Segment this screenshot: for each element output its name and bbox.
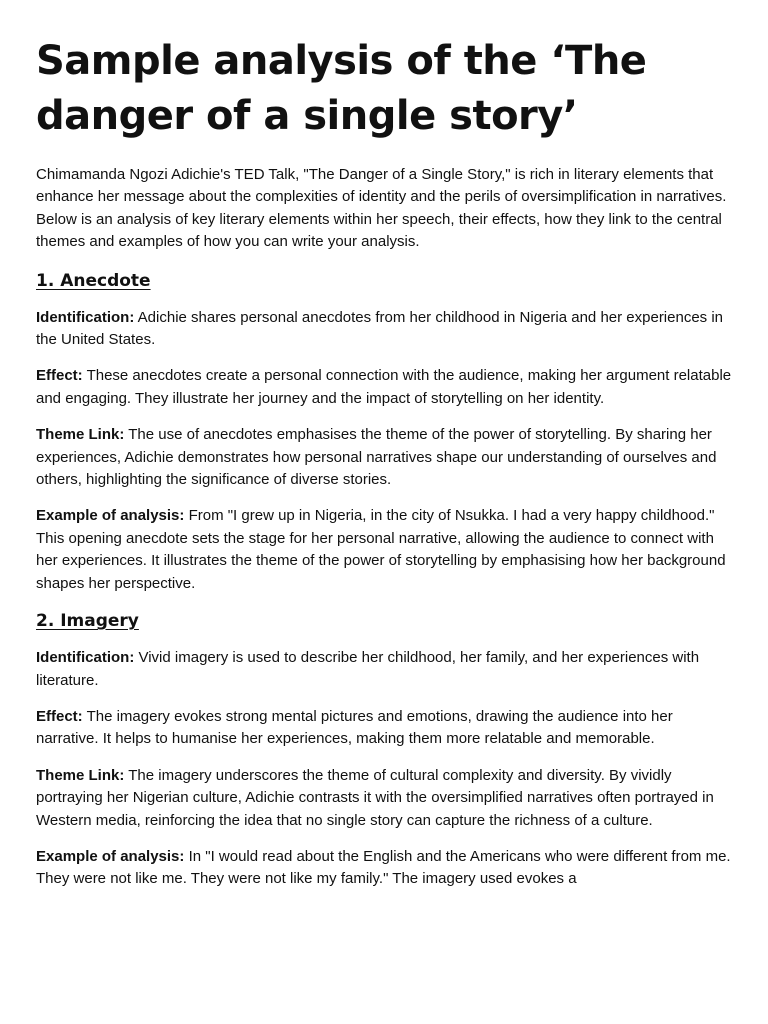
example-label: Example of analysis: [36, 507, 185, 525]
effect-label: Effect: [36, 707, 83, 725]
example-text: From "I grew up in Nigeria, in the city of Nsukka. I had a very happy childhood." This opening anecdote sets the stage for her personal narrative, allowing the audience to connect with her experiences. It illustrates the theme of the power of storytelling by emphasising how her background shapes her perspective. [36, 507, 726, 592]
page-title: Sample analysis of the ‘The danger of a single story’ [36, 38, 647, 139]
example-paragraph [36, 846, 734, 891]
example-paragraph [36, 505, 734, 595]
section-imagery [36, 609, 736, 891]
effect-label: Effect: [36, 367, 83, 385]
identification-paragraph [36, 307, 734, 352]
theme-link-label: Theme Link: [36, 766, 125, 784]
section-heading: 2. Imagery [36, 611, 139, 632]
identification-label: Identification: [36, 649, 135, 667]
effect-text: The imagery evokes strong mental pictures and emotions, drawing the audience into her narrative. It helps to humanise her experiences, making them more relatable and memorable. [36, 707, 673, 748]
theme-link-label: Theme Link: [36, 426, 125, 444]
section-anecdote [36, 269, 736, 595]
identification-label: Identification: [36, 308, 135, 326]
example-label: Example of analysis: [36, 847, 185, 865]
identification-paragraph [36, 647, 734, 692]
effect-paragraph [36, 706, 734, 751]
example-text: In "I would read about the English and the Americans who were different from me. They were not like me. They were not like my family." The imagery used evokes a [36, 847, 731, 888]
identification-text: Adichie shares personal anecdotes from her childhood in Nigeria and her experiences in the United States. [36, 308, 724, 349]
identification-text: Vivid imagery is used to describe her childhood, her family, and her experiences with literature. [36, 649, 700, 689]
theme-link-paragraph [36, 424, 734, 491]
document-page [36, 34, 736, 905]
theme-link-text: The use of anecdotes emphasises the theme of the power of storytelling. By sharing her experiences, Adichie demonstrates how personal narratives shape our understanding of ourselves and others, highlighting the significance of diverse stories. [36, 426, 717, 489]
theme-link-text: The imagery underscores the theme of cultural complexity and diversity. By vividly portraying her Nigerian culture, Adichie contrasts it with the oversimplified narratives often portrayed in Western media, reinforcing the idea that no single story can capture the richness of a culture. [36, 766, 714, 829]
effect-paragraph [36, 365, 734, 410]
intro-paragraph: Chimamanda Ngozi Adichie's TED Talk, "The Danger of a Single Story," is rich in literary elements that enhance her message about the complexities of identity and the perils of oversimplification in narratives. Below is an analysis of key literary elements within her speech, their effects, how they link to the central themes and examples of how you can write your analysis. [36, 166, 727, 251]
theme-link-paragraph [36, 765, 734, 832]
effect-text: These anecdotes create a personal connection with the audience, making her argument relatable and engaging. They illustrate her journey and the impact of storytelling on her identity. [36, 367, 732, 407]
section-heading: 1. Anecdote [36, 270, 151, 291]
